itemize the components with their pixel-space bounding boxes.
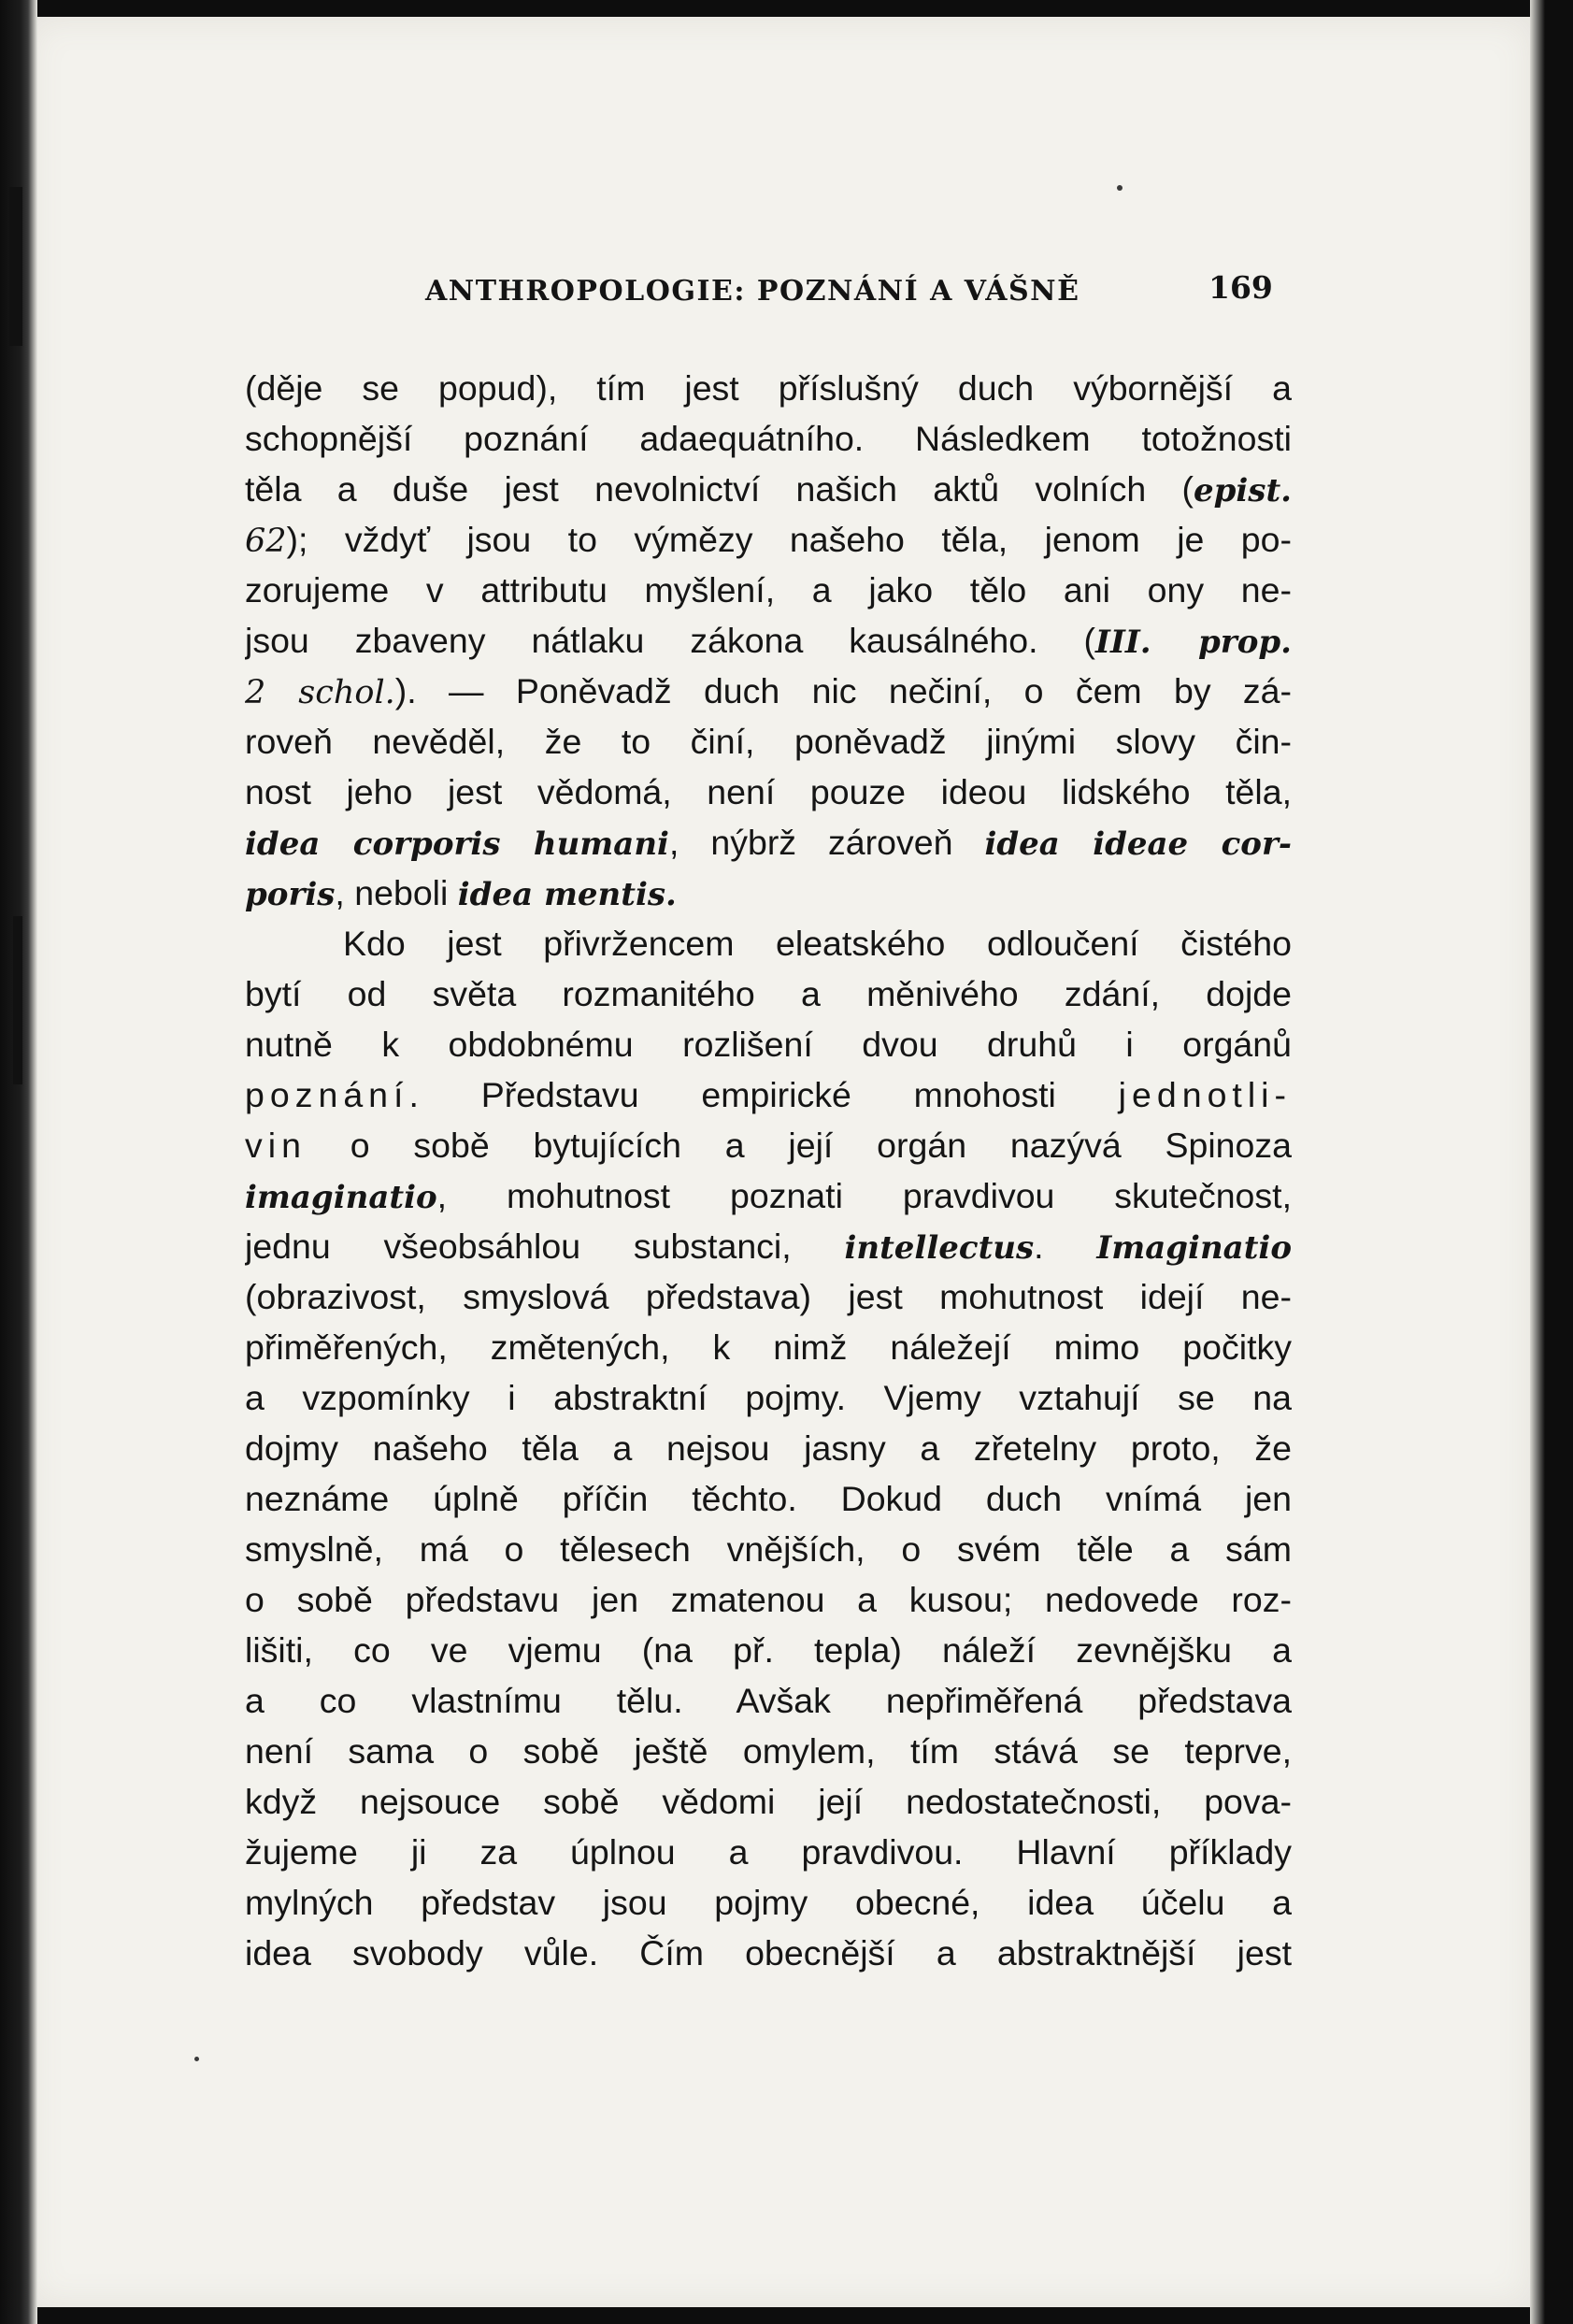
text-run: smyslně, má o tělesech vnějších, o svém těle a sám — [245, 1529, 1292, 1569]
text-line — [245, 615, 1292, 666]
italic-run: idea corporis humani — [245, 825, 669, 863]
text-run: , neboli — [335, 873, 458, 912]
text-run: přiměřených, změtených, k nimž náležejí mimo počitky — [245, 1327, 1292, 1367]
text-run: (obrazivost, smyslová představa) jest mohutnost idejí ne- — [245, 1277, 1292, 1316]
text-run: jsou zbaveny nátlaku zákona kausálného. ( — [245, 621, 1096, 660]
italic-run: epist. — [1193, 472, 1292, 509]
running-title: ANTHROPOLOGIE: POZNÁNÍ A VÁŠNĚ — [425, 275, 1080, 308]
text-run: mylných představ jsou pojmy obecné, idea účelu a — [245, 1883, 1292, 1922]
text-run: lišiti, co ve vjemu (na př. tepla) náleží zevnějšku a — [245, 1630, 1292, 1670]
text-line — [245, 1221, 1292, 1271]
text-line — [245, 1120, 1292, 1170]
text-line — [245, 514, 1292, 565]
text-run: ); vždyť jsou to výmězy našeho těla, jenom je po- — [286, 520, 1292, 559]
text-line — [245, 767, 1292, 817]
text-run: ). — Poněvadž duch nic nečiní, o čem by zá- — [394, 671, 1292, 710]
text-run: neznáme úplně příčin těchto. Dokud duch vnímá jen — [245, 1479, 1292, 1518]
text-run: a co vlastnímu tělu. Avšak nepřiměřená představa — [245, 1681, 1292, 1720]
italic-run: idea ideae cor- — [984, 825, 1292, 863]
text-run: idea svobody vůle. Čím obecnější a abstraktnější jest — [245, 1933, 1292, 1973]
text-line — [245, 817, 1292, 868]
text-run: roveň nevěděl, že to činí, poněvadž jinými slovy čin- — [245, 722, 1292, 761]
spaced-run: poznání — [245, 1075, 409, 1114]
running-header — [425, 269, 1273, 316]
text-line — [245, 1019, 1292, 1069]
italic-run: intellectus — [844, 1229, 1035, 1267]
text-line — [245, 1827, 1292, 1877]
text-line — [245, 716, 1292, 767]
text-run: . — [1034, 1227, 1097, 1266]
spaced-run: vin — [245, 1126, 307, 1165]
text-line — [245, 565, 1292, 615]
italic-run: poris — [245, 876, 336, 913]
text-run: zorujeme v attributu myšlení, a jako tělo ani ony ne- — [245, 570, 1292, 610]
text-run: a vzpomínky i abstraktní pojmy. Vjemy vztahují se na — [245, 1378, 1292, 1417]
text-line — [245, 1271, 1292, 1322]
text-run: těla a duše jest nevolnictví našich aktů volních ( — [245, 469, 1194, 509]
text-line — [245, 464, 1292, 514]
dust-speck — [1117, 185, 1123, 191]
text-line — [245, 1423, 1292, 1473]
text-line — [245, 1877, 1292, 1928]
text-run: žujeme ji za úplnou a pravdivou. Hlavní příklady — [245, 1832, 1292, 1872]
text-line — [245, 1170, 1292, 1221]
text-run: o sobě bytujících a její orgán nazývá Spinoza — [306, 1126, 1292, 1165]
italic-run: III. prop. — [1095, 624, 1292, 661]
page-edge-right — [1530, 0, 1573, 2324]
text-line — [245, 1574, 1292, 1625]
text-line — [245, 918, 1292, 968]
text-run: bytí od světa rozmanitého a měnivého zdání, dojde — [245, 974, 1292, 1013]
text-line — [245, 968, 1292, 1019]
text-line — [245, 1069, 1292, 1120]
italic-run: imaginatio — [245, 1179, 437, 1216]
text-line — [245, 1625, 1292, 1675]
text-run: když nejsouce sobě vědomi její nedostatečnosti, pova- — [245, 1782, 1292, 1821]
text-run: nost jeho jest vědomá, není pouze ideou lidského těla, — [245, 772, 1292, 811]
text-run: nutně k obdobnému rozlišení dvou druhů i orgánů — [245, 1025, 1292, 1064]
italic-run: Imaginatio — [1096, 1229, 1292, 1267]
text-run: o sobě představu jen zmatenou a kusou; nedovede roz- — [245, 1580, 1292, 1619]
body-text — [245, 363, 1292, 1978]
text-line — [245, 363, 1292, 413]
text-line — [245, 1524, 1292, 1574]
text-run: jednu všeobsáhlou substanci, — [245, 1227, 845, 1266]
text-line — [245, 1372, 1292, 1423]
text-run: Kdo jest přivržencem eleatského odloučení čistého — [343, 924, 1292, 963]
text-line — [245, 1675, 1292, 1726]
text-run: není sama o sobě ještě omylem, tím stává se teprve, — [245, 1731, 1292, 1771]
text-line — [245, 1726, 1292, 1776]
binding-shadow-left — [0, 0, 37, 2324]
text-run: , nýbrž zároveň — [668, 823, 985, 862]
text-line — [245, 413, 1292, 464]
spaced-run: jednotli- — [1118, 1075, 1292, 1114]
text-run: dojmy našeho těla a nejsou jasny a zřetelny proto, že — [245, 1428, 1292, 1468]
text-run: , mohutnost poznati pravdivou skutečnost, — [436, 1176, 1292, 1215]
italic-run: 2 schol. — [245, 674, 395, 711]
dust-speck — [194, 2057, 199, 2061]
text-run: (děje se popud), tím jest příslušný duch výbornější a — [245, 368, 1292, 408]
text-line — [245, 1473, 1292, 1524]
spine-mark — [13, 916, 22, 1084]
text-line — [245, 868, 1292, 918]
text-line — [245, 666, 1292, 716]
italic-run: 62 — [245, 523, 287, 560]
page-number: 169 — [1208, 269, 1273, 306]
text-line — [245, 1776, 1292, 1827]
spine-mark — [9, 187, 22, 346]
italic-run: idea mentis. — [457, 876, 677, 913]
text-line — [245, 1928, 1292, 1978]
text-run: schopnější poznání adaequátního. Následkem totožnosti — [245, 419, 1292, 458]
text-line — [245, 1322, 1292, 1372]
text-run: . Představu empirické mnohosti — [408, 1075, 1119, 1114]
